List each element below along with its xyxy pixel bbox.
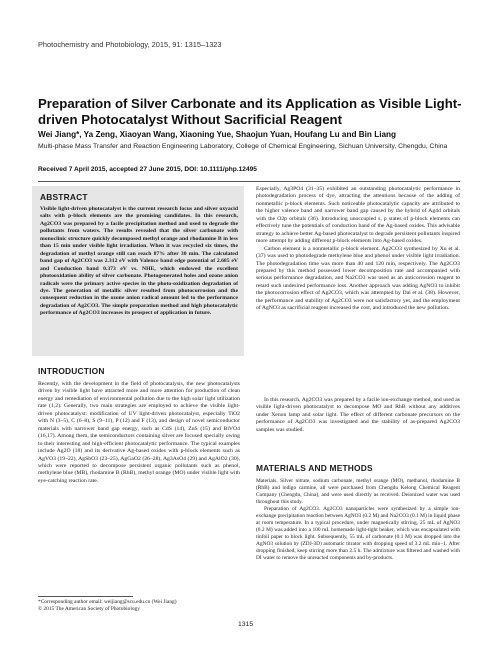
introduction-heading: INTRODUCTION <box>38 366 105 376</box>
corresponding-author-note: *Corresponding author email: weijiang@scu.edu.cn (Wei Jiang) <box>38 599 177 605</box>
copyright-note: © 2015 The American Society of Photobiology <box>38 606 140 612</box>
received-dates: Received 7 April 2015, accepted 27 June 2015, DOI: 10.1111/php.12495 <box>38 166 257 173</box>
header-divider <box>38 181 460 182</box>
paper-title: Preparation of Silver Carbonate and its Application as Visible Light-driven Photocatalyst Without Sacrificial Reagent <box>38 96 462 127</box>
footnote <box>38 599 248 613</box>
journal-citation: Photochemistry and Photobiology, 2015, 91: 1315–1323 <box>38 40 222 49</box>
methods-body <box>256 478 460 592</box>
footnote-divider <box>38 596 133 597</box>
paragraph-this-research: In this research, Ag2CO3 was prepared by a facile ion-exchange method, and used as visible light-driven photocatalyst to decompose MO and RhB without any additives under Xenon lamp and solar light. The effect of different carbonate precursors on the performance of Ag2CO3 was investigated and the stability of as-prepared Ag2CO3 samples was studied. <box>256 397 460 433</box>
right-column-text <box>256 186 460 390</box>
author-list: Wei Jiang*, Ya Zeng, Xiaoyan Wang, Xiaoning Yue, Shaojun Yuan, Houfang Lu and Bin Liang <box>38 130 397 139</box>
paragraph-materials: Materials. Silver nitrate, sodium carbonate, methyl orange (MO), methanol, rhodamine B (RhB) and indigo carmine, all were purchased from Chengdu Kelong Chemical Reagent Company (Chengdu, China), and were used directly as received. Deionized water was used throughout this study. <box>256 478 460 505</box>
paragraph-carbon-element: Carbon element is a nonmetallic p-block element. Ag2CO3 synthesized by Xu et al. (37) was used to photodegrade methylene blue and phenol under visible light irradiation. The photodegradation time was more than 40 and 120 min, respectively. The Ag2CO3 prepared by this method possessed lower decomposition rate and accompanied with serious performance degradation, and Na2CO3 was used as an anticorrosion reagent to retard such undesired performance loss. Another approach was adding AgNO3 to inhibit the photocorrosion effect of Ag2CO3, which was attempted by Dai et al. (38). However, the performance and stability of Ag2CO3 were not satisfactory yet, and the employment of AgNO3 as sacrificial reagent increased the cost, and introduced the new pollution. <box>256 245 460 312</box>
paragraph-ag3po4: Especially, Ag3PO4 (31–35) exhibited an outstanding photocatalytic performance in photodegradation process of dye, attracting the attentions because of the adding of nonmetallic p-block elements. Such noticeable photocatalytic capacity are attributed to the higher valence band and narrower band gap caused by the hybrid of Ag4d orbitals with the O2p orbitals (36). Introducing unoccupied s, p states of p-block elements can effectively tune the potentials of conduction band of the Ag-based oxides. This advisable strategy to achieve better Ag-based photocatalyst to degrade persistent pollutants inspired more attempt by adding different p-block elements into Ag-based oxides. <box>256 186 460 245</box>
page-number: 1315 <box>238 621 254 628</box>
paragraph-preparation: Preparation of Ag2CO3. Ag2CO3 nanoparticles were synthesized by a simple ion-exchange precipitation reaction between AgNO3 (0.2 M) and Na2CO3 (0.1 M) in liquid phase at room temperature. In a typical procedure, under magnetically stirring, 25 mL of AgNO3 (0.2 M) was added into a 100 mL homemade light-tight beaker, which was encapsulated with tinfoil paper to block light. Subsequently, 55 mL of carbonate (0.1 M) was dropped into the AgNO3 solution by (ZDJ-3D) automatic titrator with dropping speed of 3.2 mL min−1. After dropping finished, keep stirring more than 2.5 h. The admixture was filtered and washed with DI water to remove the unreacted components and by-products. <box>256 506 460 561</box>
abstract-heading: ABSTRACT <box>40 192 88 202</box>
abstract-body: Visible light-driven photocatalyst is the current research focus and silver oxyacid salts with p-block elements are the promising candidates. In this research, Ag2CO3 was prepared by a facile precipitation method and used to degrade the pollutants from waters. The results revealed that the silver carbonate with monoclinic structure quickly decomposed methyl orange and rhodamine B in less than 15 min under visible light irradiation. When it was recycled six times, the degradation of methyl orange still can reach 87% after 30 min. The calculated band gap of Ag2CO3 was 2.312 eV with Valence band edge potential of 2.685 eV and Conduction band 0.373 eV vs. NHE, which endowed the excellent photooxidation ability of silver carbonate. Photogenerated holes and ozone anion radicals were the primary active species in the photo-oxidization degradation of dye. The generation of metallic silver resulted from photocorrosion and the consequent reduction in the ozone anion radical amount led to the performance degradation of Ag2CO3. The simple preparation method and high photocatalytic performance of Ag2CO3 increases its prospect of application in future. <box>40 206 238 317</box>
affiliation: Multi-phase Mass Transfer and Reaction Engineering Laboratory, College of Chemical Engineering, Sichuan University, Chengdu, China <box>38 143 448 150</box>
introduction-body: Recently, with the development in the field of photocatalysis, the new photocatalysts driven by visible light have attracted more and more attention for production of clean energy and remediation of environmental pollution due to the high solar light utilization rate (1,2). Generally, two main strategies are employed to achieve the visible light-driven photocatalyst: modification of UV light-driven photocatalyst, especially TiO2 with N (3–5), C (6–8), S (9–11), P (12) and F (13), and design of novel semiconductor materials with narrower band gap energy, such as CdS (14), ZnS (15) and BiVO4 (16,17). Among them, the semiconductors containing silver are focused specially owing to their interesting and high-efficient photocatalytic performance. The typical examples include Ag2O (18) and its derivative Ag-based oxides with p-block elements such as AgVO3 (19–22), AgSbO3 (23–25), AgGaO2 (26–28), Ag3AsO4 (29) and AgAlO2 (30), which were reported to decompose persistent organic pollutants such as phenol, methylene blue (MB), rhodamine B (RhB), methyl orange (MO) under visible light with eye-catching reaction rate. <box>38 381 240 484</box>
methods-heading: MATERIALS AND METHODS <box>256 463 373 473</box>
